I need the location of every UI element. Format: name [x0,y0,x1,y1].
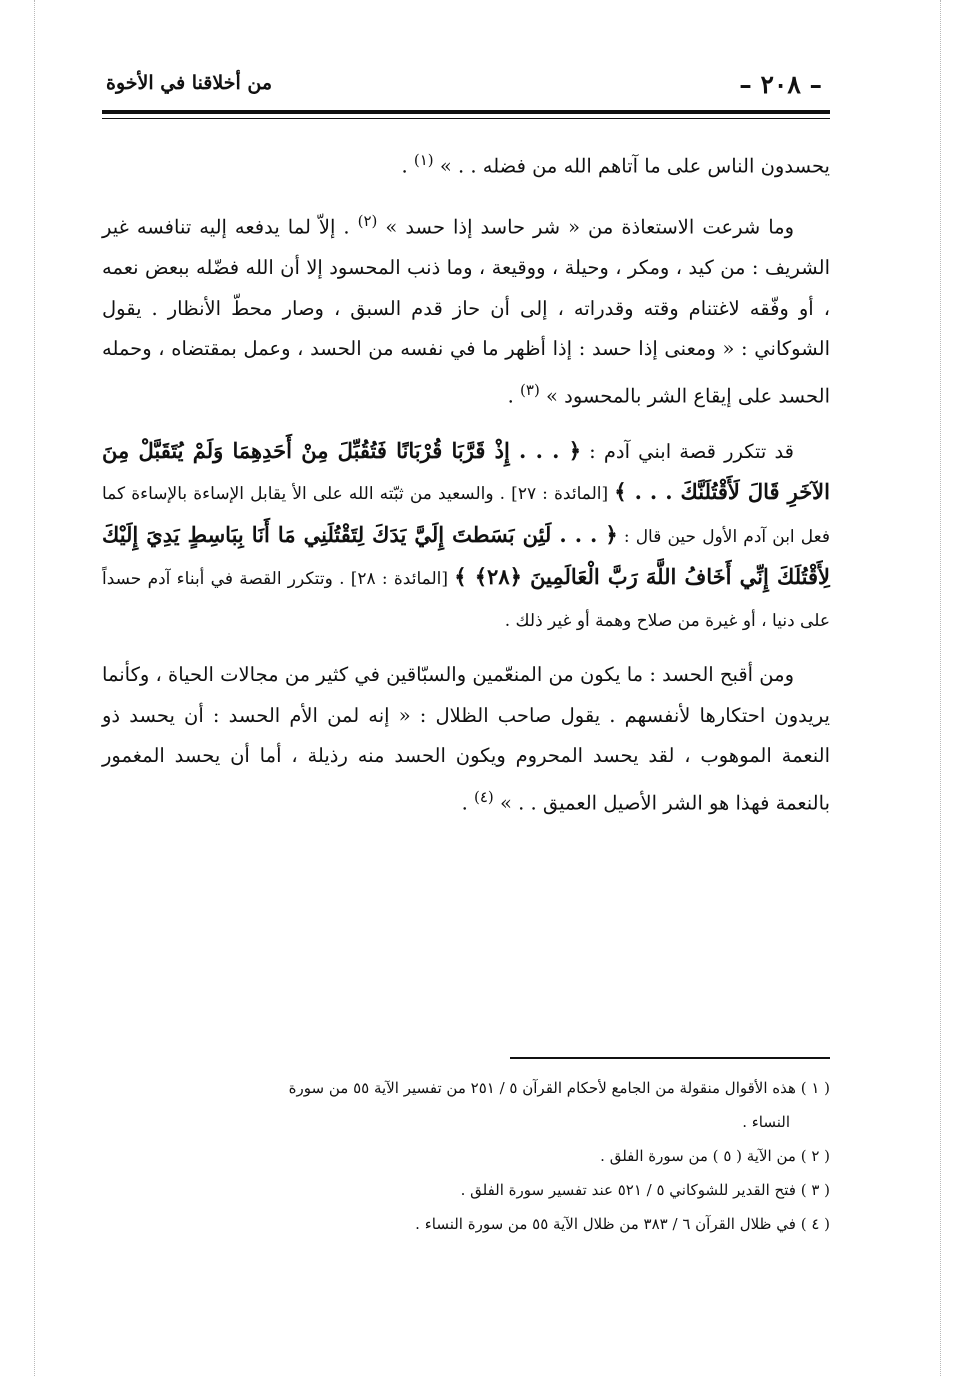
verse-citation-2: [المائدة : ٢٨] . وتتكرر القصة في أبناء آدم حسداً على دنيا ، أو غيرة من صلاح وهمة أو غير ذلك . [102,569,830,631]
footnote-ref-3: (٣) [520,380,540,399]
paragraph-text: . [401,154,414,178]
footnote-ref-1: (١) [413,151,434,169]
footnote-ref-2: (٢) [357,212,378,230]
header-rule-thin [102,118,830,119]
paragraph-text: قد تتكرر قصة ابني آدم : [581,439,795,463]
scan-margin-line-right [940,0,941,1376]
paragraph-text: ومن أقبح الحسد : ما يكون من المنعّمين والسبّاقين في كثير من مجالات الحياة ، وكأنما يريدون احتكارها لأنفسهم . يقول صاحب الظلال : « إنه لمن الأم الحسد : أن يحسد ذو النعمة الموهوب ، لقد يحسد المحروم ويكون الحسد منه رذيلة ، أما أن يحسد المغمور بالنعمة فهذا هو الشر الأصيل العميق . . » [102,663,830,814]
paragraph-text: وما شرعت الاستعاذة من « شر حاسد إذا حسد » [377,215,795,239]
scan-margin-line-left [34,0,35,1376]
paragraph-text: . [507,384,521,407]
paragraph-text: . إلاّ لما يدفعه إليه تنافسه غير الشريف : من كيد ، ومكر ، وحيلة ، ووقيعة ، وما ذنب المحسود إلا أن الله فضّله ببعض نعمه ، أو وفّقه لاغتنام وقته وقدراته ، إلى أن حاز قدم السبق ، وصار محطّ الأنظار . يقول الشوكاني : « ومعنى إذا حسد : إذا أظهر ما في نفسه من الحسد ، وعمل بمقتضاه ، وحمله الحسد على إيقاع الشر بالمحسود » [102,215,830,407]
page-number: – ٢٠٨ – [739,70,822,99]
quran-verse-2: ﴿ . . . لَئِن بَسَطتَ إِلَيَّ يَدَكَ لِتَقْتُلَنِي مَا أَنَا بِبَاسِطٍ يَدِيَ إِلَيْكَ لِأَقْتُلَكَ إِنِّي أَخَافُ اللَّهَ رَبَّ الْعَالَمِينَ ﴿٢٨﴾ ﴾ [102,521,831,589]
footnote-4: ( ٤ ) في ظلال القرآن ٦ / ٣٨٣ من ظلال الآية ٥٥ من سورة النساء . [415,1215,830,1233]
footnote-1: ( ١ ) هذه الأقوال منقولة من الجامع لأحكام القرآن ٥ / ٢٥١ من تفسير الآية ٥٥ من سورة [288,1079,830,1097]
footnote-ref-4: (٤) [474,787,494,806]
footnote-3: ( ٣ ) فتح القدير للشوكاني ٥ / ٥٢١ عند تفسير سورة الفلق . [460,1181,830,1199]
page-header [102,60,830,106]
paragraph-text: . [461,791,474,814]
running-title: من أخلاقنا في الأخوة [106,72,272,94]
paragraph-4 [102,655,830,824]
header-rule-thick [102,110,830,114]
footnotes [102,1075,830,1245]
paragraph-3 [102,431,830,642]
paragraph-text: يحسدون الناس على ما آتاهم الله من فضله . . » [433,154,830,178]
verse-citation-1: [المائدة : ٢٧] . والسعيد من ثبّته الله على الأ يقابل الإساءة بالإساءة كما فعل ابن آدم الأول حين قال : [102,484,830,547]
footnote-separator [510,1057,830,1059]
page-body [102,140,830,838]
footnote-1-continuation: النساء . [742,1113,790,1131]
book-page [102,60,831,1233]
footnote-2: ( ٢ ) من الآية ( ٥ ) من سورة الفلق . [600,1147,830,1165]
quran-verse-1: ﴿ . . . إِذْ قَرَّبَا قُرْبَانًا فَتُقُبِّلَ مِنْ أَحَدِهِمَا وَلَمْ يُتَقَبَّلْ مِنَ الآخَرِ قَالَ لَأَقْتُلَنَّكَ . . . ﴾ [102,437,830,504]
paragraph-2 [102,201,830,417]
paragraph-1 [102,140,830,187]
